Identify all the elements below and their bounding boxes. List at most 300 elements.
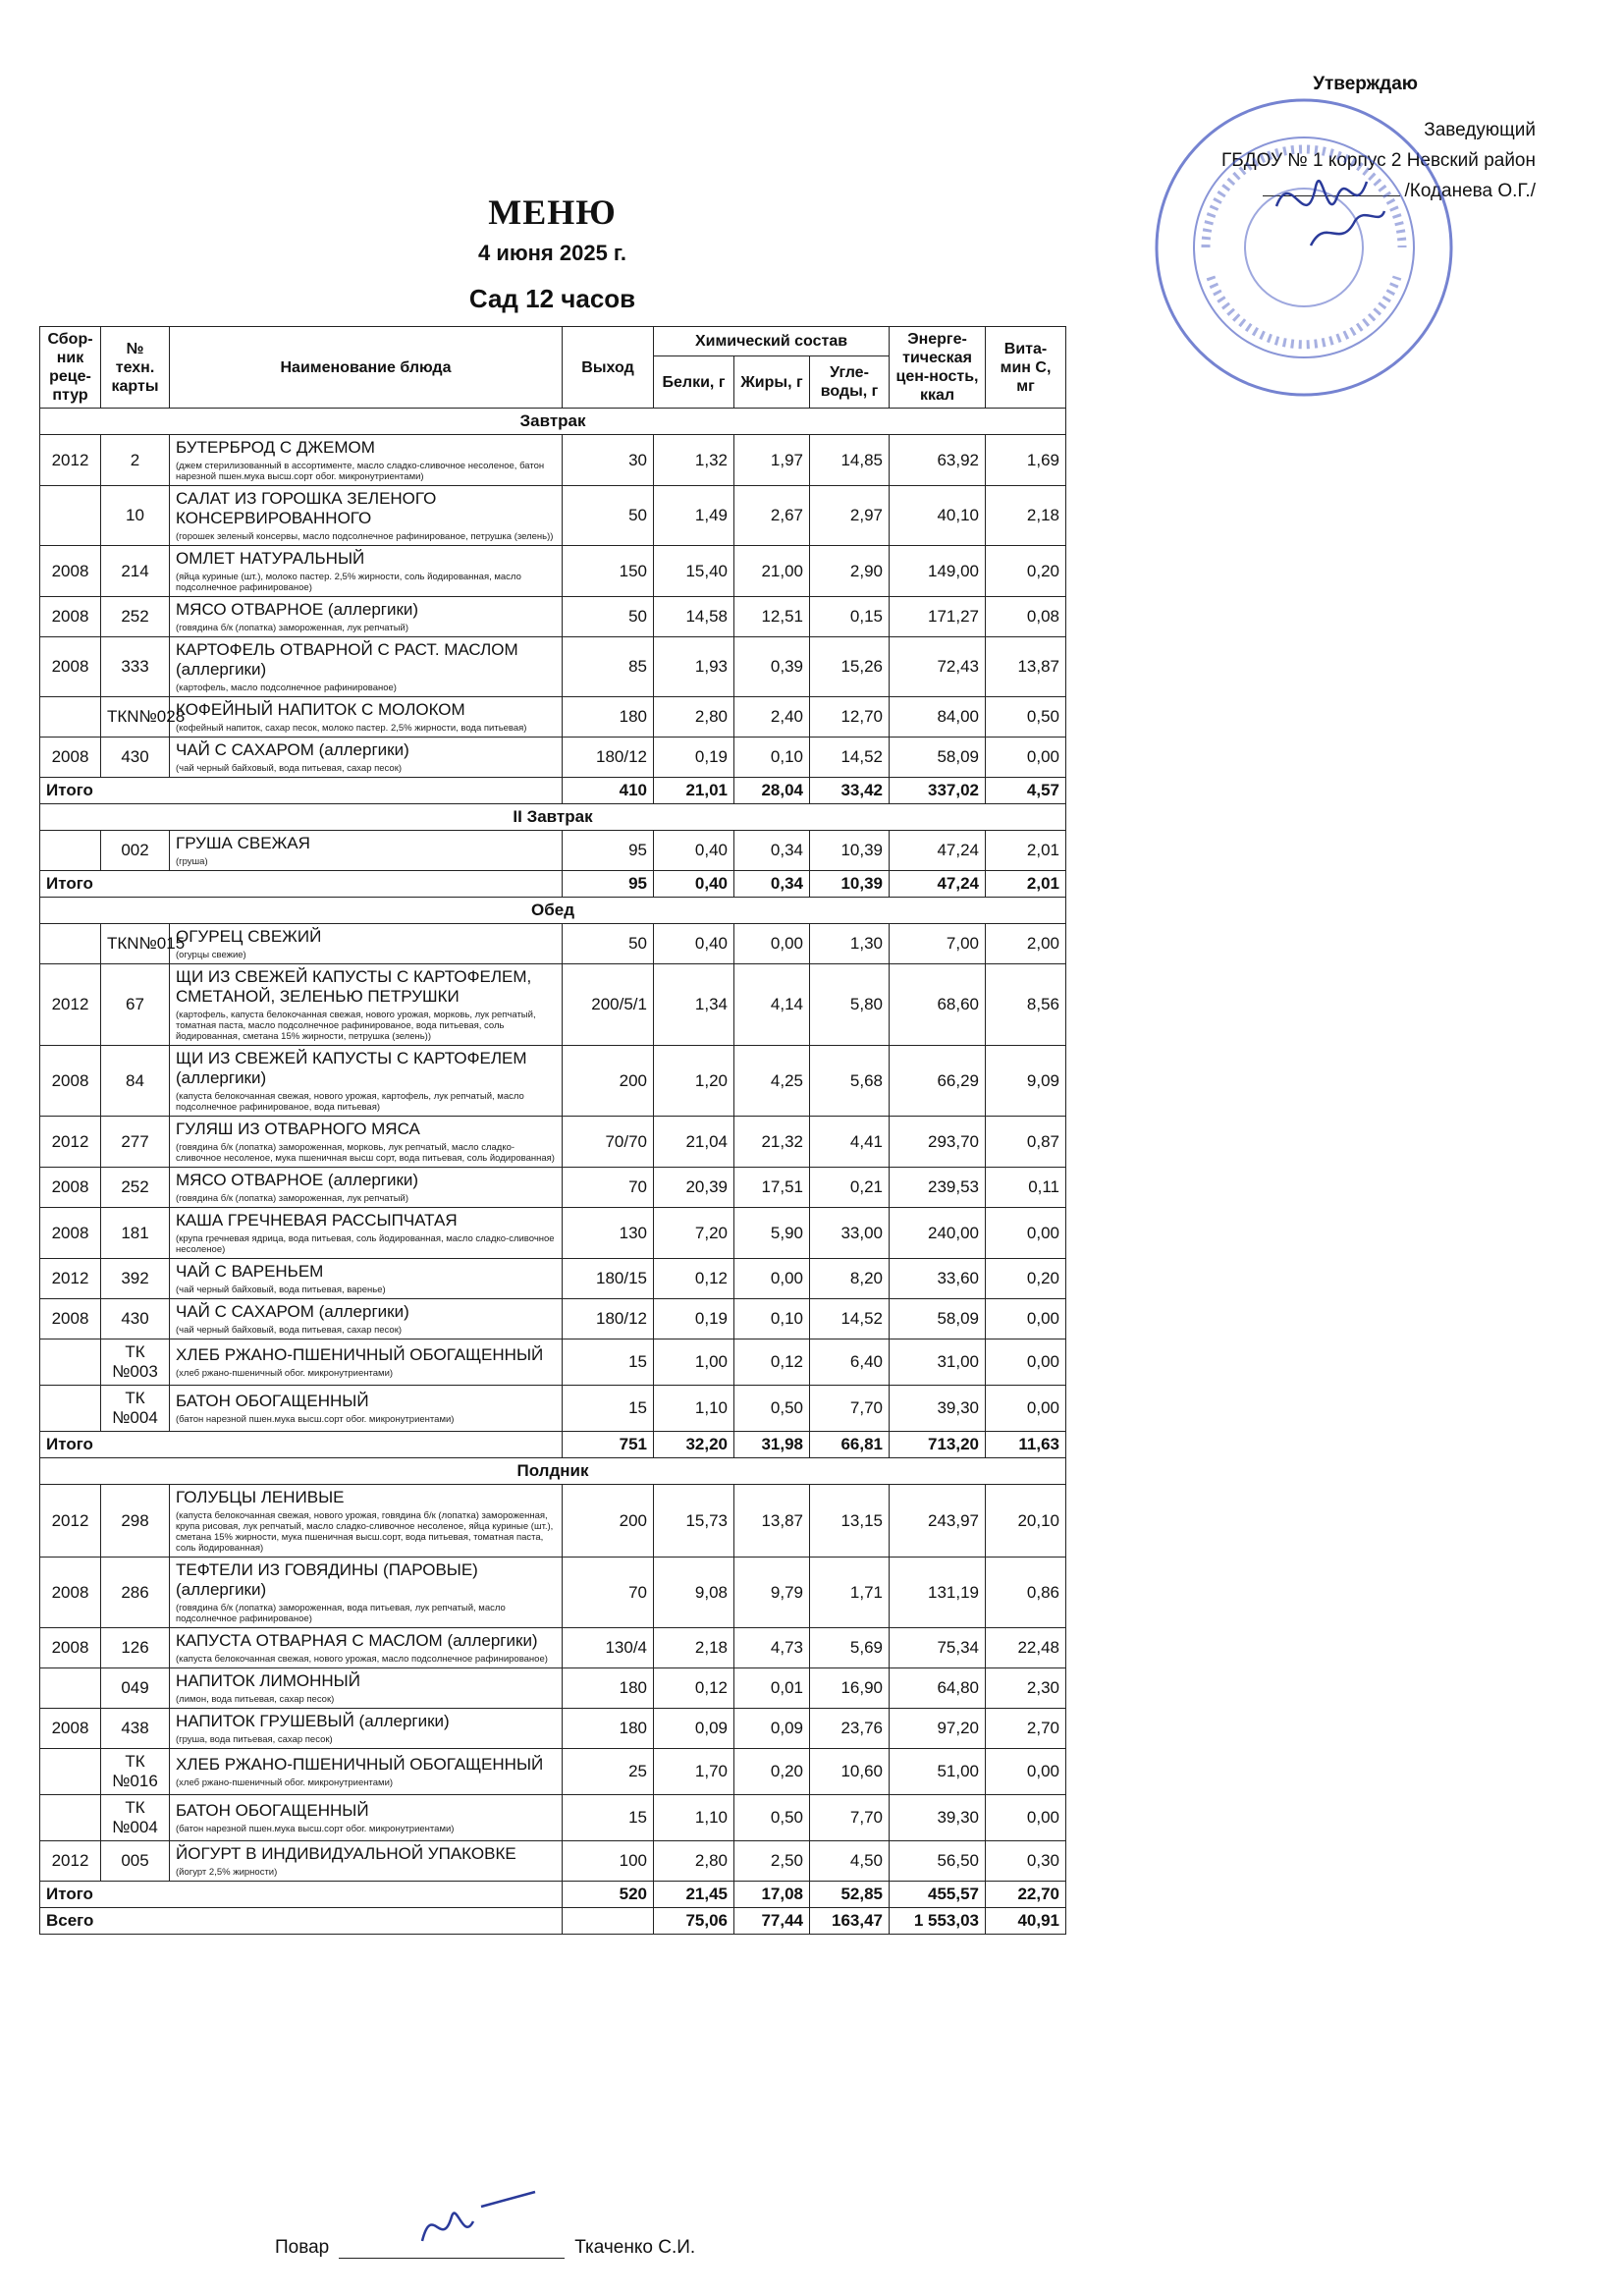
total-row	[40, 778, 1066, 804]
dish-name: КАРТОФЕЛЬ ОТВАРНОЙ С РАСТ. МАСЛОМ (аллергики)	[176, 640, 518, 679]
dish-ingredients: (капуста белокочанная свежая, нового урожая, говядина б/к (лопатка) замороженная, крупа рисовая, лук репчатый, масло сладко-сливочное несоленое, яйца куриные (шт.), сметана 15% жирности, мука пшеничная высш.сорт, вода питьевая, томатная паста, соль йодированная)	[176, 1510, 554, 1554]
cell-carbs: 7,70	[810, 1386, 890, 1432]
cell-fat: 4,14	[734, 964, 810, 1046]
cell-energy: 33,60	[890, 1259, 986, 1299]
cell-output: 150	[563, 546, 654, 597]
dish-name: БАТОН ОБОГАЩЕННЫЙ	[176, 1392, 369, 1410]
cell-protein: 0,12	[654, 1668, 734, 1709]
cell-fat: 21,32	[734, 1117, 810, 1168]
table-row	[40, 1795, 1066, 1841]
grand-total-vitamin: 40,91	[986, 1908, 1066, 1935]
cell-output: 70	[563, 1558, 654, 1628]
dish-ingredients: (хлеб ржано-пшеничный обог. микронутриентами)	[176, 1777, 394, 1788]
cell-carbs: 14,52	[810, 738, 890, 778]
col-fat: Жиры, г	[734, 356, 810, 409]
dish-name: ГОЛУБЦЫ ЛЕНИВЫЕ	[176, 1488, 345, 1506]
cell-carbs: 23,76	[810, 1709, 890, 1749]
dish-name: НАПИТОК ЛИМОННЫЙ	[176, 1671, 360, 1690]
cell-sbornik: 2012	[40, 1485, 101, 1558]
cell-tech-card: 10	[101, 486, 170, 546]
cell-sbornik: 2008	[40, 546, 101, 597]
cell-vitamin: 0,50	[986, 697, 1066, 738]
total-protein: 0,40	[654, 871, 734, 898]
cell-sbornik: 2012	[40, 435, 101, 486]
cell-protein: 2,18	[654, 1628, 734, 1668]
cell-tech-card: ТКN№028	[101, 697, 170, 738]
cell-fat: 9,79	[734, 1558, 810, 1628]
cell-protein: 20,39	[654, 1168, 734, 1208]
table-row	[40, 1709, 1066, 1749]
cell-dish	[170, 1046, 563, 1117]
dish-name: ГУЛЯШ ИЗ ОТВАРНОГО МЯСА	[176, 1120, 420, 1138]
section-row	[40, 898, 1066, 924]
dish-name: БУТЕРБРОД С ДЖЕМОМ	[176, 438, 375, 457]
cell-sbornik	[40, 486, 101, 546]
table-row	[40, 1168, 1066, 1208]
cell-dish	[170, 1841, 563, 1882]
dish-ingredients: (батон нарезной пшен.мука высш.сорт обог. микронутриентами)	[176, 1824, 455, 1834]
cell-output: 85	[563, 637, 654, 697]
section-title: II Завтрак	[40, 804, 1066, 831]
cell-tech-card: ТКN№015	[101, 924, 170, 964]
total-protein: 21,45	[654, 1882, 734, 1908]
dish-name: САЛАТ ИЗ ГОРОШКА ЗЕЛЕНОГО КОНСЕРВИРОВАННОГО	[176, 489, 437, 527]
dish-ingredients: (огурцы свежие)	[176, 950, 246, 960]
cell-energy: 131,19	[890, 1558, 986, 1628]
cell-tech-card: 252	[101, 597, 170, 637]
cell-protein: 1,00	[654, 1339, 734, 1386]
cell-energy: 39,30	[890, 1386, 986, 1432]
cell-carbs: 1,71	[810, 1558, 890, 1628]
cell-protein: 0,09	[654, 1709, 734, 1749]
cell-fat: 2,40	[734, 697, 810, 738]
total-fat: 28,04	[734, 778, 810, 804]
cell-protein: 0,12	[654, 1259, 734, 1299]
col-vitamin: Вита-мин С, мг	[986, 327, 1066, 409]
cell-dish	[170, 1558, 563, 1628]
cell-tech-card: 277	[101, 1117, 170, 1168]
cell-protein: 9,08	[654, 1558, 734, 1628]
cell-tech-card: 438	[101, 1709, 170, 1749]
cell-vitamin: 2,00	[986, 924, 1066, 964]
cell-protein: 0,40	[654, 831, 734, 871]
cell-vitamin: 0,30	[986, 1841, 1066, 1882]
menu-table	[39, 326, 1066, 1935]
cell-energy: 84,00	[890, 697, 986, 738]
cell-fat: 0,10	[734, 1299, 810, 1339]
cell-tech-card: ТК №003	[101, 1339, 170, 1386]
cell-carbs: 6,40	[810, 1339, 890, 1386]
table-row	[40, 637, 1066, 697]
section-row	[40, 409, 1066, 435]
dish-name: ТЕФТЕЛИ ИЗ ГОВЯДИНЫ (ПАРОВЫЕ) (аллергики)	[176, 1560, 478, 1599]
dish-ingredients: (говядина б/к (лопатка) замороженная, морковь, лук репчатый, масло сладко-сливочное несоленое, мука пшеничная высш сорт, вода питьевая, соль йодированная)	[176, 1142, 555, 1164]
total-fat: 17,08	[734, 1882, 810, 1908]
cell-dish	[170, 1339, 563, 1386]
cell-output: 100	[563, 1841, 654, 1882]
cell-carbs: 16,90	[810, 1668, 890, 1709]
dish-name: ЧАЙ С САХАРОМ (аллергики)	[176, 740, 409, 759]
cell-energy: 68,60	[890, 964, 986, 1046]
col-dish-name: Наименование блюда	[170, 327, 563, 409]
table-row	[40, 1485, 1066, 1558]
cell-output: 70	[563, 1168, 654, 1208]
dish-name: ОМЛЕТ НАТУРАЛЬНЫЙ	[176, 549, 365, 568]
cell-sbornik	[40, 1339, 101, 1386]
table-row	[40, 924, 1066, 964]
total-energy: 47,24	[890, 871, 986, 898]
cell-tech-card: ТК №004	[101, 1386, 170, 1432]
cell-vitamin: 9,09	[986, 1046, 1066, 1117]
cell-dish	[170, 1259, 563, 1299]
table-row	[40, 1386, 1066, 1432]
cell-sbornik	[40, 1386, 101, 1432]
page-title: МЕНЮ	[488, 192, 617, 232]
dish-name: ЩИ ИЗ СВЕЖЕЙ КАПУСТЫ С КАРТОФЕЛЕМ, СМЕТАНОЙ, ЗЕЛЕНЬЮ ПЕТРУШКИ	[176, 967, 532, 1006]
cook-signature	[403, 2182, 550, 2261]
cell-output: 200/5/1	[563, 964, 654, 1046]
cell-carbs: 14,52	[810, 1299, 890, 1339]
cell-energy: 58,09	[890, 738, 986, 778]
cell-dish	[170, 1795, 563, 1841]
cell-carbs: 2,90	[810, 546, 890, 597]
cell-fat: 5,90	[734, 1208, 810, 1259]
total-output: 95	[563, 871, 654, 898]
col-energy: Энерге-тическая цен-ность, ккал	[890, 327, 986, 409]
cell-carbs: 14,85	[810, 435, 890, 486]
cell-tech-card: 67	[101, 964, 170, 1046]
table-row	[40, 964, 1066, 1046]
cell-sbornik	[40, 1749, 101, 1795]
cell-output: 180/12	[563, 738, 654, 778]
cell-output: 15	[563, 1795, 654, 1841]
table-row	[40, 1299, 1066, 1339]
grand-total-protein: 75,06	[654, 1908, 734, 1935]
cell-energy: 47,24	[890, 831, 986, 871]
dish-name: БАТОН ОБОГАЩЕННЫЙ	[176, 1801, 369, 1820]
cell-protein: 21,04	[654, 1117, 734, 1168]
cell-tech-card: 214	[101, 546, 170, 597]
cell-sbornik: 2012	[40, 1117, 101, 1168]
page-header	[39, 191, 1065, 314]
total-label: Итого	[40, 871, 563, 898]
total-label: Итого	[40, 1882, 563, 1908]
cell-energy: 97,20	[890, 1709, 986, 1749]
cell-sbornik: 2008	[40, 1046, 101, 1117]
dish-ingredients: (говядина б/к (лопатка) замороженная, лук репчатый)	[176, 1193, 409, 1204]
cell-output: 180	[563, 1668, 654, 1709]
cell-carbs: 0,15	[810, 597, 890, 637]
cell-energy: 66,29	[890, 1046, 986, 1117]
cell-carbs: 2,97	[810, 486, 890, 546]
table-row	[40, 1628, 1066, 1668]
cell-fat: 17,51	[734, 1168, 810, 1208]
cell-dish	[170, 1485, 563, 1558]
cell-carbs: 5,69	[810, 1628, 890, 1668]
grand-total-row	[40, 1908, 1066, 1935]
cell-output: 180/15	[563, 1259, 654, 1299]
cell-dish	[170, 1386, 563, 1432]
total-carbs: 52,85	[810, 1882, 890, 1908]
dish-name: ЙОГУРТ В ИНДИВИДУАЛЬНОЙ УПАКОВКЕ	[176, 1844, 516, 1863]
cell-output: 50	[563, 924, 654, 964]
total-vitamin: 11,63	[986, 1432, 1066, 1458]
cell-sbornik: 2012	[40, 1841, 101, 1882]
cell-energy: 239,53	[890, 1168, 986, 1208]
total-energy: 337,02	[890, 778, 986, 804]
dish-ingredients: (джем стерилизованный в ассортименте, масло сладко-сливочное несоленое, батон нарезной пшен.мука высш.сорт обог. микронутриентами)	[176, 461, 545, 482]
total-output: 410	[563, 778, 654, 804]
cell-protein: 2,80	[654, 1841, 734, 1882]
cell-vitamin: 20,10	[986, 1485, 1066, 1558]
table-row	[40, 435, 1066, 486]
cell-energy: 243,97	[890, 1485, 986, 1558]
dish-name: ЩИ ИЗ СВЕЖЕЙ КАПУСТЫ С КАРТОФЕЛЕМ (аллергики)	[176, 1049, 527, 1087]
cell-tech-card: 181	[101, 1208, 170, 1259]
approval-signatory: /Коданева О.Г./	[1404, 181, 1536, 201]
cell-fat: 2,50	[734, 1841, 810, 1882]
cell-sbornik: 2012	[40, 1259, 101, 1299]
dish-ingredients: (говядина б/к (лопатка) замороженная, лук репчатый)	[176, 623, 409, 633]
cell-tech-card: 430	[101, 1299, 170, 1339]
cell-vitamin: 0,00	[986, 1795, 1066, 1841]
cell-protein: 1,10	[654, 1795, 734, 1841]
table-row	[40, 1339, 1066, 1386]
cell-energy: 39,30	[890, 1795, 986, 1841]
total-energy: 713,20	[890, 1432, 986, 1458]
dish-name: ЧАЙ С ВАРЕНЬЕМ	[176, 1262, 324, 1281]
dish-name: ХЛЕБ РЖАНО-ПШЕНИЧНЫЙ ОБОГАЩЕННЫЙ	[176, 1345, 544, 1364]
col-protein: Белки, г	[654, 356, 734, 409]
cell-energy: 7,00	[890, 924, 986, 964]
cell-dish	[170, 1117, 563, 1168]
cell-fat: 4,25	[734, 1046, 810, 1117]
dish-name: КАПУСТА ОТВАРНАЯ С МАСЛОМ (аллергики)	[176, 1631, 538, 1650]
director-signature	[1257, 147, 1394, 265]
cell-carbs: 13,15	[810, 1485, 890, 1558]
cell-vitamin: 0,00	[986, 1299, 1066, 1339]
total-row	[40, 1432, 1066, 1458]
cell-energy: 72,43	[890, 637, 986, 697]
cell-energy: 75,34	[890, 1628, 986, 1668]
grand-total-energy: 1 553,03	[890, 1908, 986, 1935]
cell-output: 200	[563, 1485, 654, 1558]
total-label: Итого	[40, 1432, 563, 1458]
cell-protein: 1,34	[654, 964, 734, 1046]
dish-ingredients: (картофель, капуста белокочанная свежая, нового урожая, морковь, лук репчатый, томатная паста, масло подсолнечное рафинированое, вода питьевая, соль йодированная, сметана 15% жирности, петрушка (зелень))	[176, 1010, 536, 1042]
menu-body	[40, 409, 1066, 1935]
col-output: Выход	[563, 327, 654, 409]
cell-sbornik: 2008	[40, 1628, 101, 1668]
cell-vitamin: 0,00	[986, 1339, 1066, 1386]
grand-total-output	[563, 1908, 654, 1935]
cell-vitamin: 0,00	[986, 1386, 1066, 1432]
cell-sbornik: 2008	[40, 1558, 101, 1628]
table-row	[40, 1841, 1066, 1882]
cell-sbornik	[40, 697, 101, 738]
total-row	[40, 1882, 1066, 1908]
cell-sbornik	[40, 1668, 101, 1709]
total-row	[40, 871, 1066, 898]
cell-tech-card: 126	[101, 1628, 170, 1668]
approval-heading: Утверждаю	[1313, 74, 1418, 94]
cell-vitamin: 0,86	[986, 1558, 1066, 1628]
dish-ingredients: (чай черный байховый, вода питьевая, варенье)	[176, 1285, 386, 1295]
cell-sbornik	[40, 1795, 101, 1841]
approval-position: Заведующий	[1424, 120, 1536, 140]
cell-fat: 21,00	[734, 546, 810, 597]
cell-output: 15	[563, 1339, 654, 1386]
dish-ingredients: (крупа гречневая ядрица, вода питьевая, соль йодированная, масло сладко-сливочное несоленое)	[176, 1233, 555, 1255]
dish-ingredients: (хлеб ржано-пшеничный обог. микронутриентами)	[176, 1368, 394, 1379]
cell-fat: 13,87	[734, 1485, 810, 1558]
cell-protein: 1,32	[654, 435, 734, 486]
total-fat: 31,98	[734, 1432, 810, 1458]
cell-tech-card: 286	[101, 1558, 170, 1628]
dish-ingredients: (яйца куриные (шт.), молоко пастер. 2,5% жирности, соль йодированная, масло подсолнечное рафинированое)	[176, 572, 521, 593]
cell-vitamin: 0,08	[986, 597, 1066, 637]
cell-dish	[170, 1208, 563, 1259]
dish-ingredients: (кофейный напиток, сахар песок, молоко пастер. 2,5% жирности, вода питьевая)	[176, 723, 527, 734]
cell-dish	[170, 637, 563, 697]
cell-protein: 1,20	[654, 1046, 734, 1117]
cell-dish	[170, 597, 563, 637]
cell-sbornik: 2012	[40, 964, 101, 1046]
dish-ingredients: (чай черный байховый, вода питьевая, сахар песок)	[176, 763, 403, 774]
total-fat: 0,34	[734, 871, 810, 898]
total-vitamin: 22,70	[986, 1882, 1066, 1908]
dish-ingredients: (йогурт 2,5% жирности)	[176, 1867, 278, 1878]
cell-fat: 0,50	[734, 1795, 810, 1841]
cell-vitamin: 0,00	[986, 738, 1066, 778]
cell-protein: 1,49	[654, 486, 734, 546]
cell-sbornik: 2008	[40, 1208, 101, 1259]
cell-sbornik	[40, 831, 101, 871]
total-protein: 21,01	[654, 778, 734, 804]
dish-ingredients: (капуста белокочанная свежая, нового урожая, масло подсолнечное рафинированое)	[176, 1654, 548, 1665]
cell-vitamin: 2,01	[986, 831, 1066, 871]
cell-carbs: 5,68	[810, 1046, 890, 1117]
cell-carbs: 4,41	[810, 1117, 890, 1168]
cell-vitamin: 8,56	[986, 964, 1066, 1046]
section-title: Обед	[40, 898, 1066, 924]
dish-ingredients: (батон нарезной пшен.мука высш.сорт обог. микронутриентами)	[176, 1414, 455, 1425]
cell-output: 50	[563, 486, 654, 546]
cell-tech-card: 2	[101, 435, 170, 486]
cell-sbornik: 2008	[40, 1709, 101, 1749]
col-carbs: Угле-воды, г	[810, 356, 890, 409]
cell-protein: 2,80	[654, 697, 734, 738]
cell-protein: 0,19	[654, 1299, 734, 1339]
cell-energy: 63,92	[890, 435, 986, 486]
cell-dish	[170, 1668, 563, 1709]
table-row	[40, 1117, 1066, 1168]
col-tech-card: № техн. карты	[101, 327, 170, 409]
dish-name: НАПИТОК ГРУШЕВЫЙ (аллергики)	[176, 1712, 450, 1730]
table-row	[40, 1668, 1066, 1709]
menu-subtitle: Сад 12 часов	[468, 284, 636, 313]
cell-output: 25	[563, 1749, 654, 1795]
cell-output: 15	[563, 1386, 654, 1432]
cell-vitamin: 0,00	[986, 1749, 1066, 1795]
cell-carbs: 33,00	[810, 1208, 890, 1259]
cell-fat: 2,67	[734, 486, 810, 546]
cook-role: Повар	[275, 2237, 330, 2258]
cell-protein: 14,58	[654, 597, 734, 637]
total-label: Итого	[40, 778, 563, 804]
cell-dish	[170, 964, 563, 1046]
cell-vitamin: 0,20	[986, 546, 1066, 597]
grand-total-carbs: 163,47	[810, 1908, 890, 1935]
cell-fat: 0,34	[734, 831, 810, 871]
cell-tech-card: 252	[101, 1168, 170, 1208]
table-row	[40, 1749, 1066, 1795]
cell-energy: 293,70	[890, 1117, 986, 1168]
cell-carbs: 10,39	[810, 831, 890, 871]
cell-tech-card: 005	[101, 1841, 170, 1882]
cell-fat: 0,50	[734, 1386, 810, 1432]
dish-ingredients: (горошек зеленый консервы, масло подсолнечное рафинированое, петрушка (зелень))	[176, 531, 554, 542]
cell-vitamin: 1,69	[986, 435, 1066, 486]
cell-energy: 56,50	[890, 1841, 986, 1882]
cell-tech-card: 430	[101, 738, 170, 778]
cell-protein: 1,93	[654, 637, 734, 697]
cell-dish	[170, 697, 563, 738]
cell-output: 30	[563, 435, 654, 486]
cell-dish	[170, 1299, 563, 1339]
cell-fat: 0,20	[734, 1749, 810, 1795]
total-output: 520	[563, 1882, 654, 1908]
cell-fat: 0,09	[734, 1709, 810, 1749]
cell-vitamin: 0,87	[986, 1117, 1066, 1168]
cell-carbs: 1,30	[810, 924, 890, 964]
cell-dish	[170, 1709, 563, 1749]
cell-sbornik: 2008	[40, 1299, 101, 1339]
cell-energy: 31,00	[890, 1339, 986, 1386]
cell-energy: 58,09	[890, 1299, 986, 1339]
grand-total-label: Всего	[40, 1908, 563, 1935]
cell-dish	[170, 1168, 563, 1208]
cell-protein: 1,10	[654, 1386, 734, 1432]
dish-ingredients: (груша)	[176, 856, 208, 867]
cell-sbornik: 2008	[40, 738, 101, 778]
cell-sbornik: 2008	[40, 597, 101, 637]
cell-fat: 0,01	[734, 1668, 810, 1709]
cell-dish	[170, 831, 563, 871]
cell-protein: 0,19	[654, 738, 734, 778]
cell-carbs: 8,20	[810, 1259, 890, 1299]
dish-name: КОФЕЙНЫЙ НАПИТОК С МОЛОКОМ	[176, 700, 465, 719]
table-row	[40, 1259, 1066, 1299]
dish-ingredients: (лимон, вода питьевая, сахар песок)	[176, 1694, 335, 1705]
cell-output: 180/12	[563, 1299, 654, 1339]
cell-vitamin: 22,48	[986, 1628, 1066, 1668]
cell-dish	[170, 738, 563, 778]
cell-sbornik	[40, 924, 101, 964]
dish-name: ХЛЕБ РЖАНО-ПШЕНИЧНЫЙ ОБОГАЩЕННЫЙ	[176, 1755, 544, 1774]
dish-name: ОГУРЕЦ СВЕЖИЙ	[176, 927, 322, 946]
dish-ingredients: (чай черный байховый, вода питьевая, сахар песок)	[176, 1325, 403, 1336]
cell-output: 180	[563, 697, 654, 738]
cell-output: 180	[563, 1709, 654, 1749]
cell-sbornik: 2008	[40, 1168, 101, 1208]
cell-energy: 240,00	[890, 1208, 986, 1259]
cell-output: 200	[563, 1046, 654, 1117]
section-row	[40, 1458, 1066, 1485]
cell-vitamin: 0,11	[986, 1168, 1066, 1208]
menu-date: 4 июня 2025 г.	[477, 241, 627, 265]
cell-protein: 7,20	[654, 1208, 734, 1259]
